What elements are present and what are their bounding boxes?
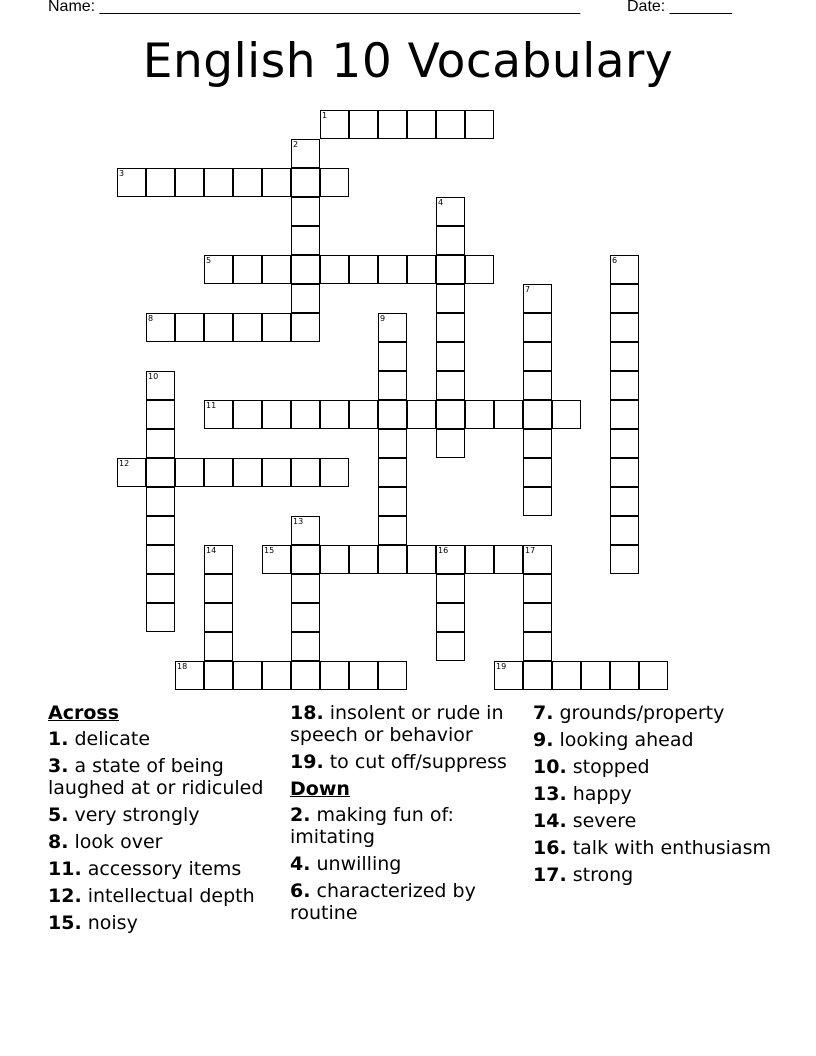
- clue-number: 11.: [48, 858, 82, 880]
- clue-text: insolent or rude in speech or behavior: [290, 702, 504, 746]
- clue-text: characterized by routine: [290, 880, 476, 924]
- clue-across-19: [290, 751, 530, 773]
- grid-cell[interactable]: [523, 400, 552, 429]
- cell-number: 5: [206, 256, 212, 265]
- grid-cell[interactable]: [378, 110, 407, 139]
- grid-cell[interactable]: [436, 429, 465, 458]
- cell-number: 7: [525, 285, 531, 294]
- cell-number: 3: [119, 169, 125, 178]
- clue-column-1: [48, 702, 288, 939]
- grid-cell[interactable]: [494, 545, 523, 574]
- grid-cell[interactable]: [204, 313, 233, 342]
- clue-number: 3.: [48, 755, 69, 777]
- clue-down-13: [533, 783, 773, 805]
- grid-cell[interactable]: [146, 545, 175, 574]
- grid-cell[interactable]: [146, 574, 175, 603]
- grid-cell[interactable]: [378, 255, 407, 284]
- cell-number: 17: [525, 546, 536, 555]
- cell-number: 4: [438, 198, 444, 207]
- clue-text: making fun of: imitating: [290, 804, 454, 848]
- clue-across-12: [48, 885, 288, 907]
- grid-cell[interactable]: [552, 661, 581, 690]
- down-heading: Down: [290, 778, 350, 800]
- grid-cell[interactable]: [494, 400, 523, 429]
- grid-cell[interactable]: [523, 313, 552, 342]
- clue-text: to cut off/suppress: [329, 751, 507, 773]
- grid-cell[interactable]: [523, 284, 552, 313]
- grid-cell[interactable]: [291, 632, 320, 661]
- grid-cell[interactable]: [233, 661, 262, 690]
- grid-cell[interactable]: [523, 458, 552, 487]
- clue-text: intellectual depth: [87, 885, 255, 907]
- grid-cell[interactable]: [117, 458, 146, 487]
- grid-cell[interactable]: [262, 168, 291, 197]
- clue-across-18: [290, 702, 530, 746]
- clue-number: 6.: [290, 880, 311, 902]
- grid-cell[interactable]: [639, 661, 668, 690]
- grid-cell[interactable]: [436, 197, 465, 226]
- grid-cell[interactable]: [320, 110, 349, 139]
- grid-cell[interactable]: [291, 603, 320, 632]
- grid-cell[interactable]: [378, 516, 407, 545]
- clue-number: 8.: [48, 831, 69, 853]
- grid-cell[interactable]: [291, 574, 320, 603]
- grid-cell[interactable]: [262, 545, 291, 574]
- grid-cell[interactable]: [262, 255, 291, 284]
- clue-across-8: [48, 831, 288, 853]
- grid-cell[interactable]: [465, 400, 494, 429]
- clue-text: strong: [572, 864, 634, 886]
- grid-cell[interactable]: [204, 255, 233, 284]
- grid-cell[interactable]: [436, 226, 465, 255]
- clue-text: stopped: [572, 756, 650, 778]
- grid-cell[interactable]: [581, 661, 610, 690]
- cell-number: 14: [206, 546, 217, 555]
- grid-cell[interactable]: [436, 632, 465, 661]
- grid-cell[interactable]: [291, 226, 320, 255]
- grid-cell[interactable]: [320, 661, 349, 690]
- clue-text: talk with enthusiasm: [572, 837, 771, 859]
- grid-cell[interactable]: [436, 574, 465, 603]
- grid-cell[interactable]: [204, 458, 233, 487]
- cell-number: 15: [264, 546, 275, 555]
- grid-cell[interactable]: [233, 313, 262, 342]
- clue-across-3: [48, 755, 288, 799]
- grid-cell[interactable]: [436, 371, 465, 400]
- grid-cell[interactable]: [378, 545, 407, 574]
- grid-cell[interactable]: [407, 545, 436, 574]
- grid-cell[interactable]: [291, 139, 320, 168]
- clue-number: 13.: [533, 783, 567, 805]
- clue-down-6: [290, 880, 530, 924]
- grid-cell[interactable]: [610, 516, 639, 545]
- clue-number: 7.: [533, 702, 554, 724]
- grid-cell[interactable]: [175, 313, 204, 342]
- grid-cell[interactable]: [378, 400, 407, 429]
- clue-text: unwilling: [316, 853, 402, 875]
- grid-cell[interactable]: [291, 458, 320, 487]
- grid-cell[interactable]: [523, 661, 552, 690]
- clue-across-11: [48, 858, 288, 880]
- grid-cell[interactable]: [610, 429, 639, 458]
- clue-text: noisy: [87, 912, 138, 934]
- grid-cell[interactable]: [204, 603, 233, 632]
- cell-number: 1: [322, 111, 328, 120]
- grid-cell[interactable]: [204, 661, 233, 690]
- grid-cell[interactable]: [610, 313, 639, 342]
- grid-cell[interactable]: [436, 110, 465, 139]
- grid-cell[interactable]: [291, 545, 320, 574]
- cell-number: 18: [177, 662, 188, 671]
- grid-cell[interactable]: [407, 110, 436, 139]
- clue-number: 17.: [533, 864, 567, 886]
- grid-cell[interactable]: [436, 545, 465, 574]
- grid-cell[interactable]: [262, 661, 291, 690]
- grid-cell[interactable]: [523, 487, 552, 516]
- clue-number: 19.: [290, 751, 324, 773]
- grid-cell[interactable]: [523, 603, 552, 632]
- grid-cell[interactable]: [523, 545, 552, 574]
- grid-cell[interactable]: [262, 458, 291, 487]
- grid-cell[interactable]: [436, 342, 465, 371]
- grid-cell[interactable]: [291, 400, 320, 429]
- clue-number: 12.: [48, 885, 82, 907]
- clue-text: a state of being laughed at or ridiculed: [48, 755, 264, 799]
- clue-number: 10.: [533, 756, 567, 778]
- grid-cell[interactable]: [610, 487, 639, 516]
- grid-cell[interactable]: [465, 255, 494, 284]
- grid-cell[interactable]: [436, 400, 465, 429]
- cell-number: 2: [293, 140, 299, 149]
- clue-down-9: [533, 729, 773, 751]
- clue-down-14: [533, 810, 773, 832]
- grid-cell[interactable]: [204, 168, 233, 197]
- grid-cell[interactable]: [378, 661, 407, 690]
- grid-cell[interactable]: [610, 661, 639, 690]
- clue-text: very strongly: [74, 804, 200, 826]
- grid-cell[interactable]: [175, 661, 204, 690]
- grid-cell[interactable]: [117, 168, 146, 197]
- cell-number: 19: [496, 662, 507, 671]
- grid-cell[interactable]: [610, 284, 639, 313]
- clue-text: accessory items: [87, 858, 242, 880]
- cell-number: 6: [612, 256, 618, 265]
- grid-cell[interactable]: [262, 313, 291, 342]
- cell-number: 9: [380, 314, 386, 323]
- grid-cell[interactable]: [146, 168, 175, 197]
- grid-cell[interactable]: [204, 632, 233, 661]
- clue-text: happy: [572, 783, 632, 805]
- grid-cell[interactable]: [146, 458, 175, 487]
- grid-cell[interactable]: [291, 516, 320, 545]
- clue-number: 15.: [48, 912, 82, 934]
- clue-text: severe: [572, 810, 637, 832]
- grid-cell[interactable]: [233, 458, 262, 487]
- cell-number: 8: [148, 314, 154, 323]
- clue-text: grounds/property: [559, 702, 725, 724]
- grid-cell[interactable]: [378, 487, 407, 516]
- cell-number: 10: [148, 372, 159, 381]
- clue-number: 2.: [290, 804, 311, 826]
- grid-cell[interactable]: [349, 545, 378, 574]
- grid-cell[interactable]: [378, 342, 407, 371]
- grid-cell[interactable]: [407, 400, 436, 429]
- cell-number: 16: [438, 546, 449, 555]
- grid-cell[interactable]: [436, 313, 465, 342]
- clue-text: look over: [74, 831, 163, 853]
- grid-cell[interactable]: [291, 255, 320, 284]
- grid-cell[interactable]: [523, 342, 552, 371]
- clue-across-5: [48, 804, 288, 826]
- clue-number: 18.: [290, 702, 324, 724]
- grid-cell[interactable]: [320, 255, 349, 284]
- clue-number: 1.: [48, 728, 69, 750]
- grid-cell[interactable]: [523, 429, 552, 458]
- grid-cell[interactable]: [262, 400, 291, 429]
- grid-cell[interactable]: [146, 516, 175, 545]
- grid-cell[interactable]: [291, 284, 320, 313]
- grid-cell[interactable]: [146, 487, 175, 516]
- clue-down-2: [290, 804, 530, 848]
- grid-cell[interactable]: [291, 168, 320, 197]
- clue-number: 16.: [533, 837, 567, 859]
- clue-text: looking ahead: [559, 729, 694, 751]
- clue-column-3: [533, 702, 773, 891]
- clue-column-2: [290, 702, 530, 929]
- clue-number: 14.: [533, 810, 567, 832]
- grid-cell[interactable]: [146, 429, 175, 458]
- clue-text: delicate: [74, 728, 151, 750]
- across-heading: Across: [48, 702, 120, 724]
- grid-cell[interactable]: [146, 371, 175, 400]
- grid-cell[interactable]: [291, 197, 320, 226]
- grid-cell[interactable]: [320, 400, 349, 429]
- grid-cell[interactable]: [610, 371, 639, 400]
- grid-cell[interactable]: [436, 255, 465, 284]
- grid-cell[interactable]: [523, 574, 552, 603]
- clue-down-7: [533, 702, 773, 724]
- grid-cell[interactable]: [233, 400, 262, 429]
- cell-number: 13: [293, 517, 304, 526]
- clue-down-16: [533, 837, 773, 859]
- clue-down-17: [533, 864, 773, 886]
- grid-cell[interactable]: [523, 371, 552, 400]
- clue-number: 4.: [290, 853, 311, 875]
- clue-number: 9.: [533, 729, 554, 751]
- grid-cell[interactable]: [494, 661, 523, 690]
- clue-across-1: [48, 728, 288, 750]
- clue-down-10: [533, 756, 773, 778]
- clue-across-15: [48, 912, 288, 934]
- grid-cell[interactable]: [349, 400, 378, 429]
- grid-cell[interactable]: [610, 342, 639, 371]
- grid-cell[interactable]: [320, 545, 349, 574]
- name-field-label: Name: ______________________________________________________: [48, 0, 581, 15]
- grid-cell[interactable]: [407, 255, 436, 284]
- grid-cell[interactable]: [378, 371, 407, 400]
- grid-cell[interactable]: [204, 400, 233, 429]
- grid-cell[interactable]: [378, 429, 407, 458]
- cell-number: 11: [206, 401, 217, 410]
- grid-cell[interactable]: [291, 661, 320, 690]
- grid-cell[interactable]: [146, 400, 175, 429]
- grid-cell[interactable]: [349, 661, 378, 690]
- grid-cell[interactable]: [378, 313, 407, 342]
- grid-cell[interactable]: [378, 458, 407, 487]
- grid-cell[interactable]: [204, 545, 233, 574]
- grid-cell[interactable]: [465, 110, 494, 139]
- grid-cell[interactable]: [320, 168, 349, 197]
- grid-cell[interactable]: [320, 458, 349, 487]
- grid-cell[interactable]: [349, 255, 378, 284]
- grid-cell[interactable]: [146, 313, 175, 342]
- grid-cell[interactable]: [204, 574, 233, 603]
- grid-cell[interactable]: [349, 110, 378, 139]
- grid-cell[interactable]: [465, 545, 494, 574]
- grid-cell[interactable]: [233, 255, 262, 284]
- page-title: English 10 Vocabulary: [142, 34, 674, 89]
- grid-cell[interactable]: [436, 284, 465, 313]
- cell-number: 12: [119, 459, 130, 468]
- grid-cell[interactable]: [146, 603, 175, 632]
- grid-cell[interactable]: [552, 400, 581, 429]
- date-field-label: Date: _______: [627, 0, 732, 15]
- grid-cell[interactable]: [610, 400, 639, 429]
- grid-cell[interactable]: [610, 255, 639, 284]
- grid-cell[interactable]: [436, 603, 465, 632]
- grid-cell[interactable]: [291, 313, 320, 342]
- grid-cell[interactable]: [610, 545, 639, 574]
- grid-cell[interactable]: [175, 168, 204, 197]
- grid-cell[interactable]: [523, 632, 552, 661]
- grid-cell[interactable]: [610, 458, 639, 487]
- grid-cell[interactable]: [175, 458, 204, 487]
- clue-down-4: [290, 853, 530, 875]
- clue-number: 5.: [48, 804, 69, 826]
- grid-cell[interactable]: [233, 168, 262, 197]
